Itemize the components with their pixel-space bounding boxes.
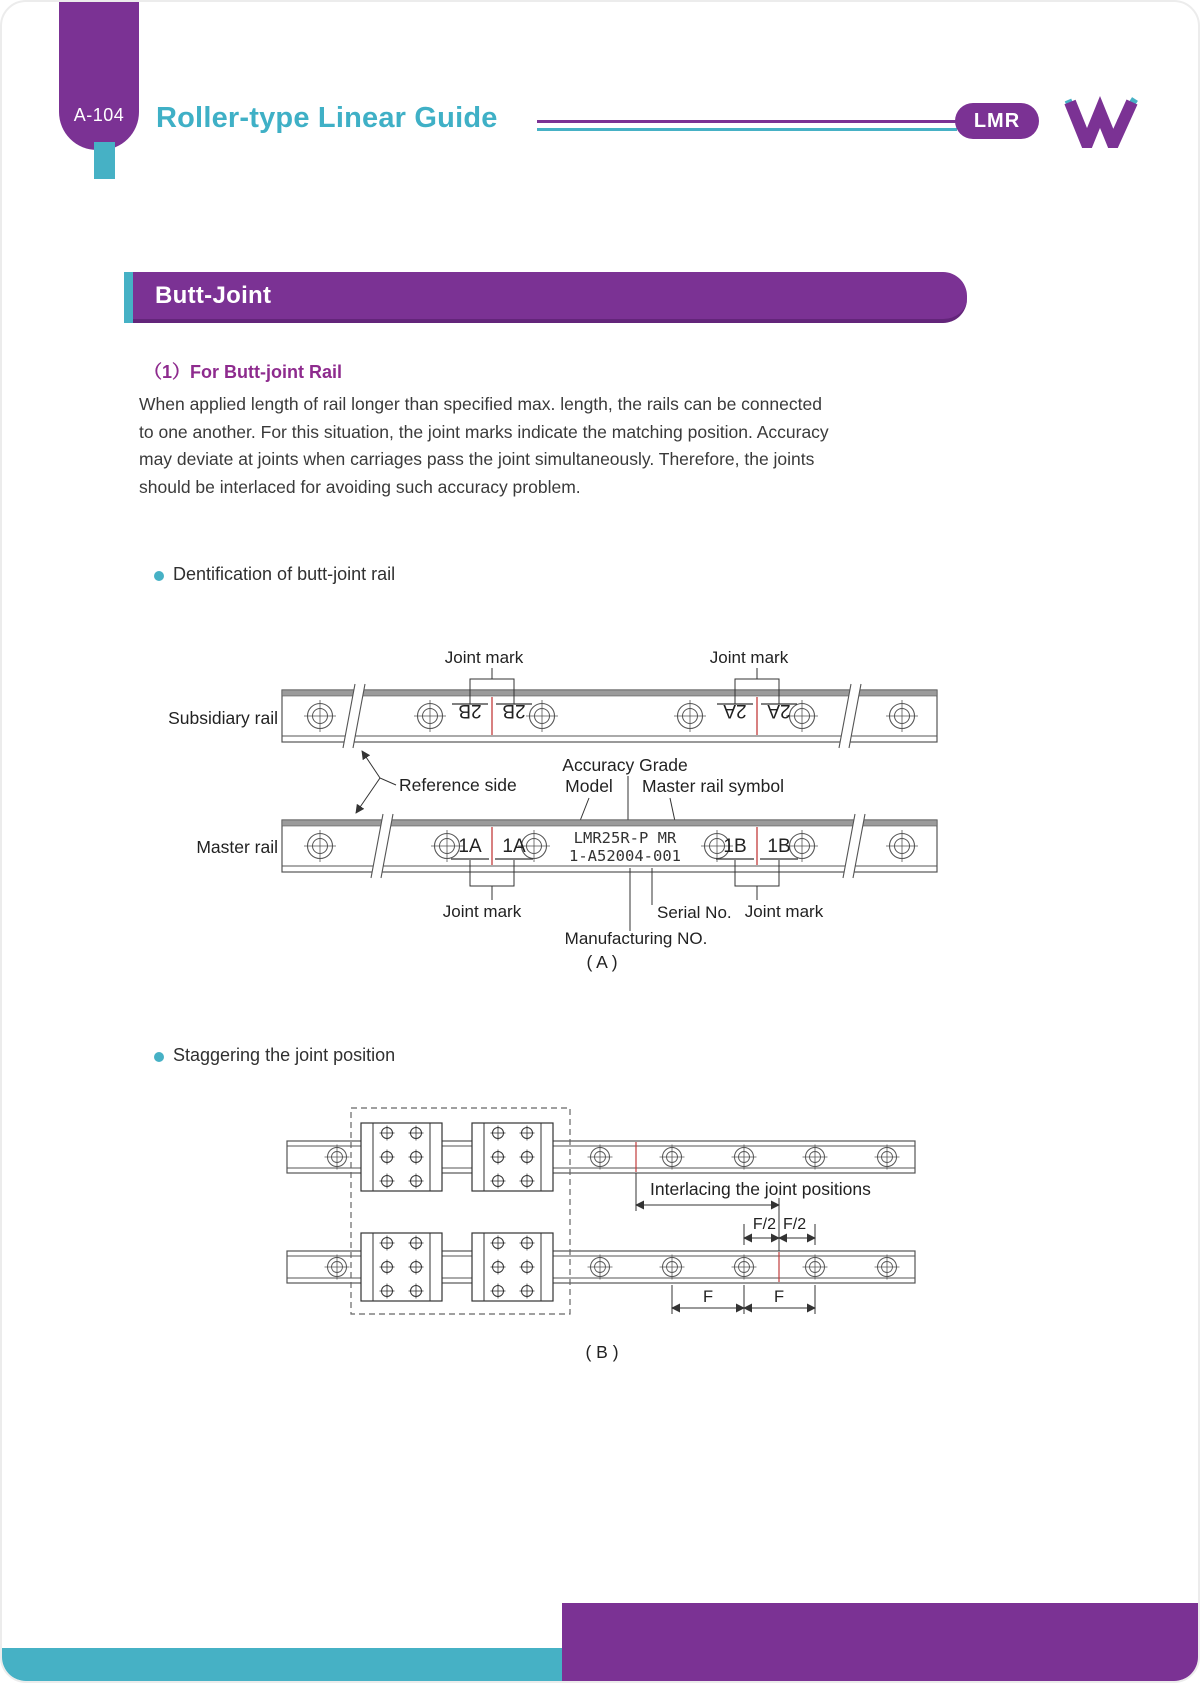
pitch-dimension xyxy=(672,1285,815,1314)
footer-purple-block xyxy=(562,1603,1200,1683)
page-title: Roller-type Linear Guide xyxy=(156,102,498,134)
serial-no-label: Serial No. xyxy=(657,903,732,922)
subsection-title: For Butt-joint Rail xyxy=(190,362,342,382)
bullet-dot-icon xyxy=(154,571,164,581)
body-paragraph xyxy=(139,391,829,501)
master-rail-label: Master rail xyxy=(196,837,278,857)
reference-side-label: Reference side xyxy=(399,775,517,795)
carriage xyxy=(361,1123,442,1191)
diagram-a-caption: ( A ) xyxy=(586,952,618,972)
footer-teal-band xyxy=(2,1648,562,1683)
master-rail-symbol-label: Master rail symbol xyxy=(642,776,784,796)
subsidiary-rail-label: Subsidiary rail xyxy=(168,708,278,728)
body-line: When applied length of rail longer than specified max. length, the rails can be connected xyxy=(139,394,822,414)
body-line: should be interlaced for avoiding such accuracy problem. xyxy=(139,476,581,497)
diagram-b-staggering-joints xyxy=(2,1092,1200,1392)
accuracy-grade-label: Accuracy Grade xyxy=(562,755,688,775)
bullet-identification xyxy=(154,564,395,585)
bullet-staggering xyxy=(154,1045,395,1066)
rail-stamp-serial: 1-A52004-001 xyxy=(569,847,681,865)
header-rule-purple xyxy=(537,120,957,123)
bullet-label: Staggering the joint position xyxy=(173,1045,396,1065)
joint-mark-1b: 1B xyxy=(767,836,791,857)
body-line: to one another. For this situation, the joint marks indicate the matching position. Accuracy xyxy=(139,421,829,442)
interlacing-label: Interlacing the joint positions xyxy=(650,1179,871,1199)
diagram-a-butt-joint-rail xyxy=(2,632,1200,982)
model-label: Model xyxy=(565,776,613,796)
carriage xyxy=(361,1233,442,1301)
page-number-tab xyxy=(59,2,139,150)
master-rail xyxy=(282,814,937,878)
bullet-dot-icon xyxy=(154,1052,164,1062)
half-pitch-label: F/2 xyxy=(783,1216,807,1233)
joint-mark-2b: 2B xyxy=(502,700,526,721)
series-badge: LMR xyxy=(955,103,1039,139)
joint-mark-1a: 1A xyxy=(458,836,482,857)
joint-mark-2b: 2B xyxy=(458,700,482,721)
section-title: Butt-Joint xyxy=(155,281,272,309)
banner-accent-bar xyxy=(124,272,133,323)
joint-mark-1a: 1A xyxy=(502,836,526,857)
half-pitch-label: F/2 xyxy=(752,1216,776,1233)
tab-accent-bar xyxy=(94,142,115,179)
joint-mark-label: Joint mark xyxy=(744,902,824,921)
body-line: may deviate at joints when carriages pass the joint simultaneously. Therefore, the joints xyxy=(139,449,815,469)
header-rule-teal xyxy=(537,128,957,131)
banner-body xyxy=(133,272,967,323)
subsection-number: （1） xyxy=(144,362,191,382)
rail-stamp-model: LMR25R-P MR xyxy=(573,829,677,847)
joint-mark-label: Joint mark xyxy=(709,648,789,667)
subsidiary-rail xyxy=(282,684,937,748)
carriage xyxy=(472,1233,553,1301)
joint-mark-label: Joint mark xyxy=(442,902,522,921)
reference-side-callout xyxy=(356,751,396,813)
joint-mark-2a: 2A xyxy=(723,700,747,721)
joint-mark-label: Joint mark xyxy=(444,648,524,667)
pitch-label: F xyxy=(773,1288,785,1306)
diagram-b-caption: ( B ) xyxy=(585,1342,619,1362)
bullet-label: Dentification of butt-joint rail xyxy=(173,564,396,584)
joint-mark-1b: 1B xyxy=(723,836,747,857)
joint-mark-2a: 2A xyxy=(767,700,791,721)
w-logo-icon xyxy=(1062,96,1140,153)
subsection-heading xyxy=(144,358,342,384)
section-banner xyxy=(124,272,967,323)
pitch-label: F xyxy=(702,1288,714,1306)
page-number: A-104 xyxy=(73,105,125,125)
carriage xyxy=(472,1123,553,1191)
manufacturing-no-label: Manufacturing NO. xyxy=(564,929,708,948)
